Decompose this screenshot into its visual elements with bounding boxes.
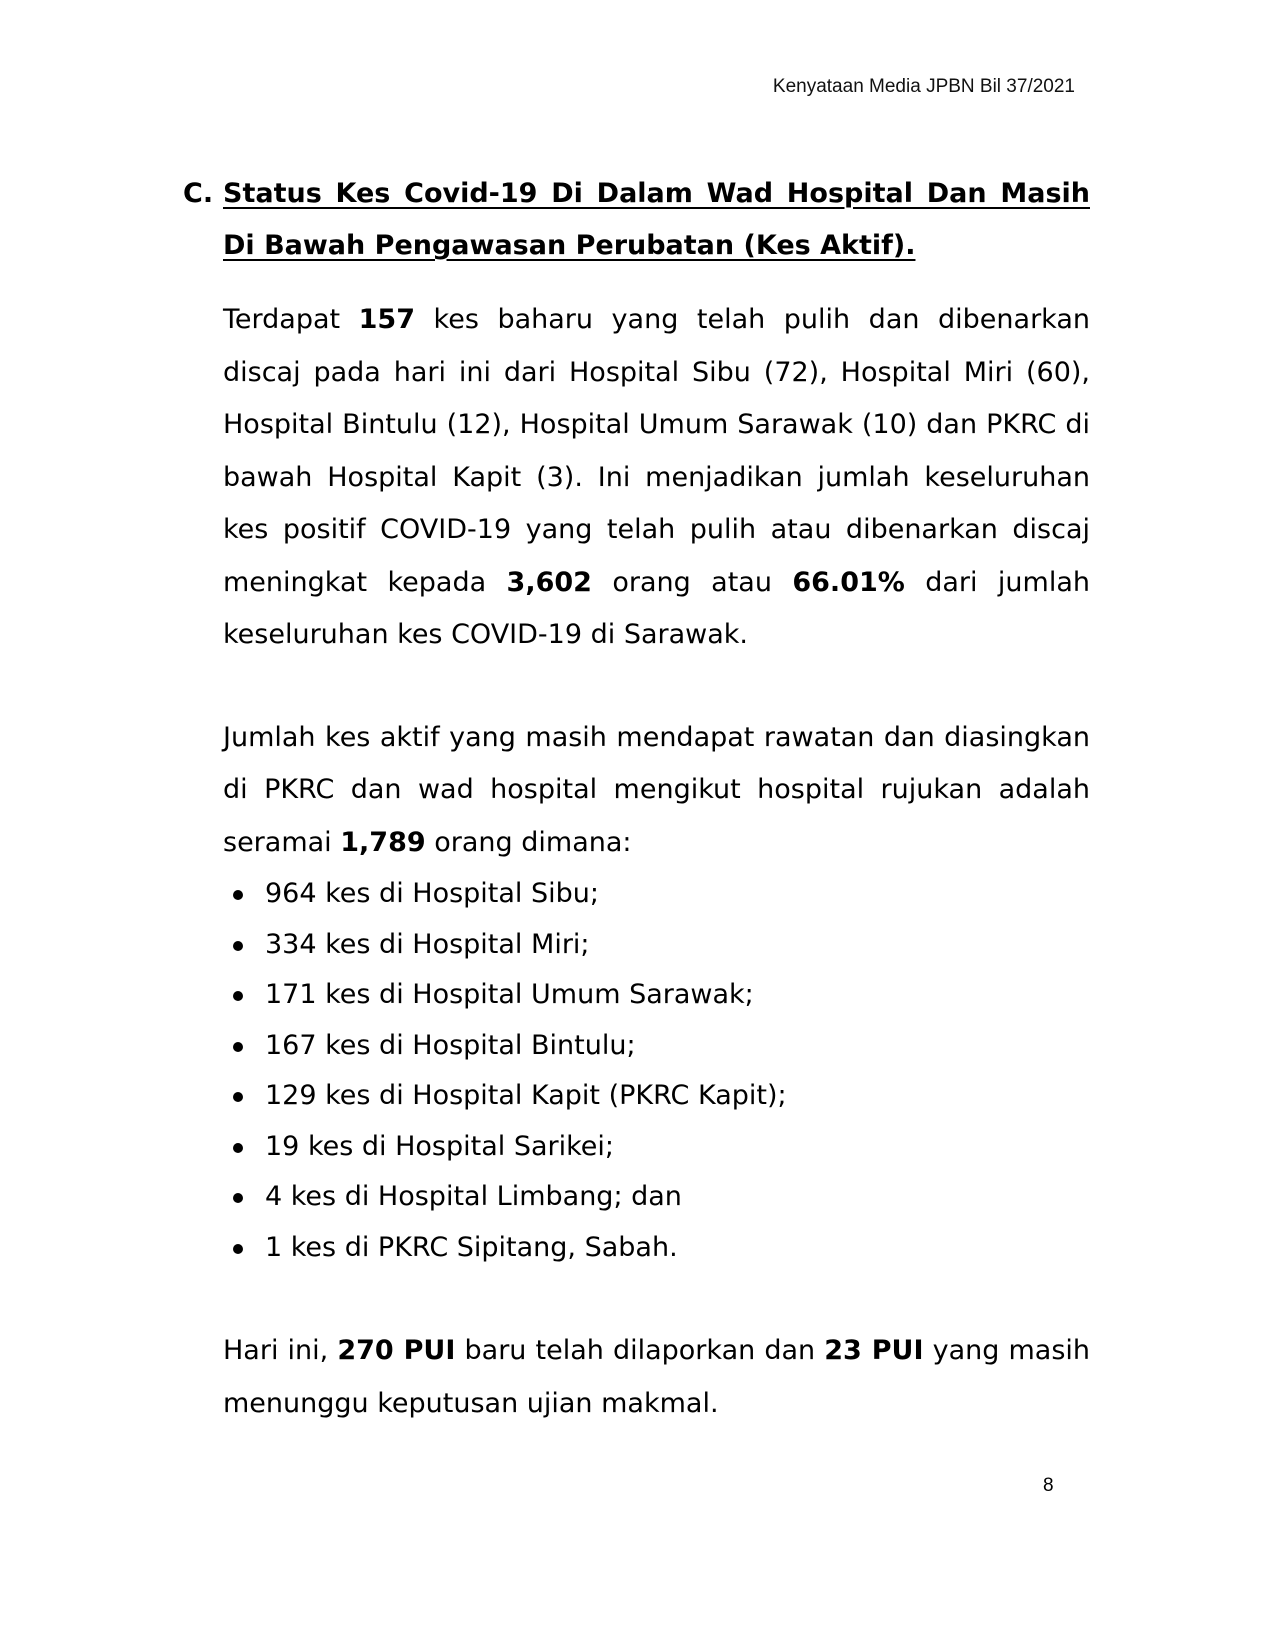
bullet-icon (233, 1143, 243, 1153)
bullet-icon (233, 1244, 243, 1254)
list-item-text: 4 kes di Hospital Limbang; dan (265, 1181, 682, 1212)
list-item-text: 1 kes di PKRC Sipitang, Sabah. (265, 1231, 678, 1263)
section-heading (183, 168, 1090, 272)
list-item (223, 1021, 1090, 1072)
bullet-icon (233, 991, 243, 1001)
total-recovered-count: 3,602 (506, 566, 592, 598)
pui-text-1: Hari ini, (223, 1335, 338, 1366)
active-text-1: Jumlah kes aktif yang masih mendapat rawatan dan diasingkan di PKRC dan wad hospital mengikut hospital rujukan adalah seramai (223, 721, 1090, 858)
list-item (223, 920, 1090, 971)
pui-text-2: baru telah dilaporkan dan (455, 1335, 825, 1366)
list-item (223, 869, 1090, 920)
list-item-text: 19 kes di Hospital Sarikei; (265, 1130, 615, 1162)
page-number: 8 (1043, 1475, 1054, 1496)
list-item-text: 167 kes di Hospital Bintulu; (265, 1029, 636, 1061)
section-title: Status Kes Covid-19 Di Dalam Wad Hospital Dan Masih Di Bawah Pengawasan Perubatan (Kes Aktif). (223, 178, 1090, 261)
pending-pui-count: 23 PUI (824, 1335, 924, 1366)
list-item (223, 1122, 1090, 1173)
bullet-icon (233, 1193, 243, 1203)
new-recovered-count: 157 (358, 304, 416, 335)
list-item (223, 1223, 1090, 1274)
document-reference: Kenyataan Media JPBN Bil 37/2021 (772, 76, 1075, 97)
bullet-icon (233, 1042, 243, 1052)
list-item (223, 1172, 1090, 1223)
pui-text-3: yang masih menunggu keputusan ujian makmal. (223, 1335, 1091, 1419)
recovered-paragraph (223, 294, 1090, 662)
recovered-text-4: dari jumlah keseluruhan kes COVID-19 di Sarawak. (223, 566, 1090, 650)
new-pui-count: 270 PUI (337, 1335, 456, 1366)
section-body (223, 294, 1090, 1430)
list-item (223, 970, 1090, 1021)
pui-paragraph (223, 1325, 1090, 1430)
recovered-text-2: kes baharu yang telah pulih dan dibenarkan discaj pada hari ini dari Hospital Sibu (72), Hospital Miri (60), Hospital Bintulu (12), Hospital Umum Sarawak (10) dan PKRC di bawah Hospital Kapit (3). Ini menjadikan jumlah keseluruhan kes positif COVID-19 yang telah pulih atau dibenarkan discaj meningkat kepada (223, 304, 1090, 598)
section-c (183, 168, 1090, 1430)
active-cases-count: 1,789 (340, 826, 426, 858)
active-text-2: orang dimana: (425, 826, 632, 858)
recovered-text-3: orang atau (591, 566, 793, 598)
bullet-icon (233, 1092, 243, 1102)
list-item-text: 171 kes di Hospital Umum Sarawak; (265, 979, 754, 1010)
bullet-icon (233, 890, 243, 900)
section-letter: C. (183, 178, 214, 209)
bullet-icon (233, 941, 243, 951)
list-item-text: 334 kes di Hospital Miri; (265, 928, 590, 960)
list-item-text: 964 kes di Hospital Sibu; (265, 878, 600, 909)
recovered-text-1: Terdapat (223, 304, 359, 335)
active-cases-list (223, 869, 1090, 1273)
list-item (223, 1071, 1090, 1122)
active-cases-paragraph (223, 712, 1090, 870)
recovery-percentage: 66.01% (792, 566, 905, 598)
list-item-text: 129 kes di Hospital Kapit (PKRC Kapit); (265, 1080, 787, 1111)
